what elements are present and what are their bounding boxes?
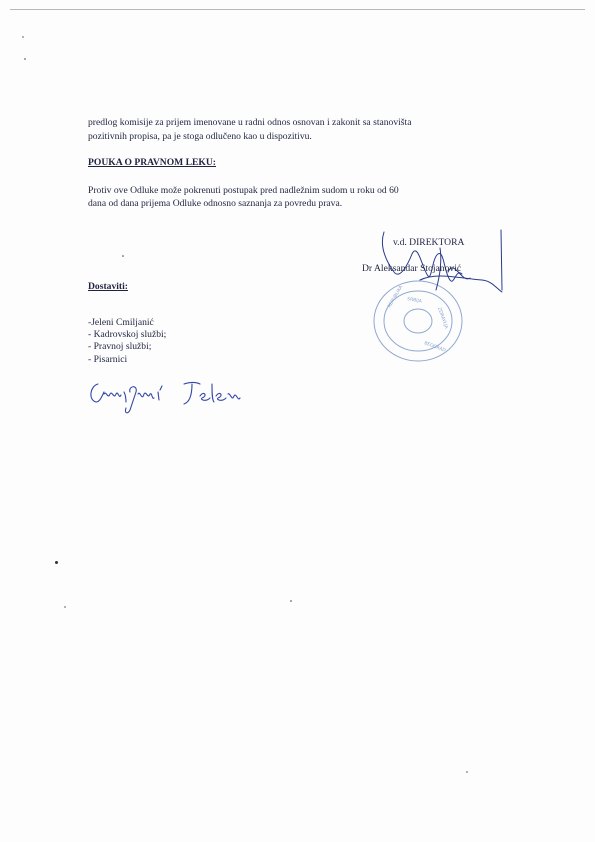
handwritten-signature-recipient xyxy=(86,380,246,425)
scan-speck xyxy=(22,36,24,38)
scan-speck xyxy=(24,58,26,60)
signature-name: Dr Aleksandar Stojanović xyxy=(362,263,462,274)
pouka-heading: POUKA O PRAVNOM LEKU: xyxy=(88,157,217,168)
scan-speck xyxy=(55,561,58,564)
scan-speck xyxy=(290,600,292,602)
scan-speck xyxy=(122,255,124,257)
recipient-item: - Kadrovskoj službi; xyxy=(88,329,167,341)
dostaviti-heading: Dostaviti: xyxy=(88,281,128,292)
svg-text:BEOGRAD: BEOGRAD xyxy=(423,341,447,354)
scan-speck xyxy=(64,606,66,608)
paragraph-decision-line-2: pozitivnih propisa, pa je stoga odlučeno kao u dispozitivu. xyxy=(88,131,312,142)
svg-text:ZDRAVLJA: ZDRAVLJA xyxy=(436,306,449,330)
paragraph-remedy-line-1: Protiv ove Odluke može pokrenuti postupak pred nadležnim sudom u roku od 60 xyxy=(88,185,399,196)
svg-text:SRBIJA: SRBIJA xyxy=(406,297,423,305)
scan-speck xyxy=(466,771,468,773)
top-rule xyxy=(10,9,585,10)
recipient-item: -Jeleni Cmiljanić xyxy=(88,317,154,328)
recipient-item: - Pravnoj službi; xyxy=(88,341,152,353)
recipient-list xyxy=(88,317,166,366)
paragraph-decision-line-1: predlog komisije za prijem imenovane u radni odnos osnovan i zakonit sa stanovišta xyxy=(88,117,412,128)
svg-text:REPUBLIKA: REPUBLIKA xyxy=(387,284,405,309)
signature-title: v.d. DIREKTORA xyxy=(393,237,465,248)
recipient-item: - Pisarnici xyxy=(88,353,128,365)
paragraph-remedy-line-2: dana od dana prijema Odluke odnosno saznanja za povredu prava. xyxy=(88,198,343,209)
